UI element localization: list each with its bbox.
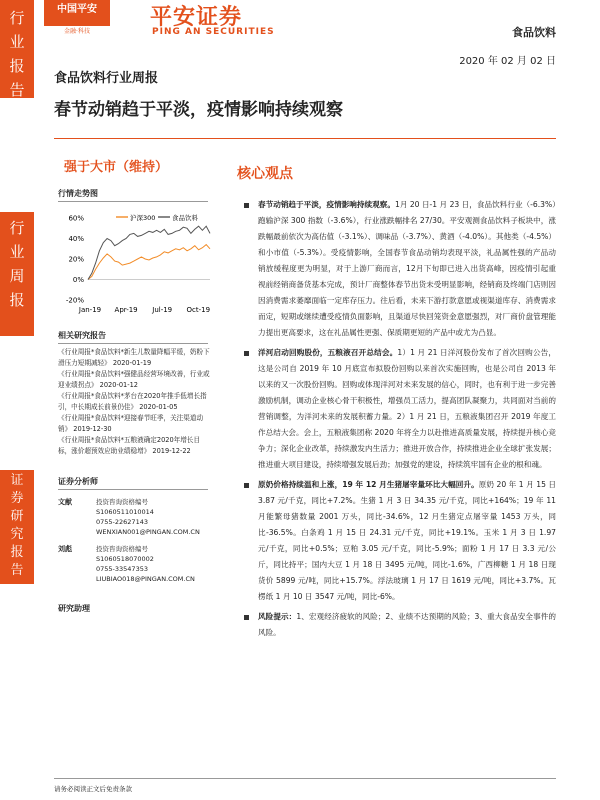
related-title: 相关研究报告 (58, 331, 106, 340)
analyst-name: 刘彪 (58, 545, 72, 553)
legend-label: 食品饮料 (172, 214, 198, 222)
analyst-email[interactable]: LIUBIAO018@PINGAN.COM.CN (96, 575, 195, 583)
sidebar-industry-weekly (0, 212, 34, 336)
rating: 强于大市（维持） (64, 160, 169, 175)
paragraph-lead: 洋河启动回购股份，五粮液召开总结会。 (258, 348, 398, 357)
core-paragraph (258, 477, 556, 605)
analyst-name: 文献 (58, 498, 72, 506)
logo-tagline: 金融·科技 (64, 28, 90, 35)
sidebar-char: 研 (10, 509, 24, 524)
footer-divider (54, 778, 556, 779)
bullet-icon (244, 351, 249, 356)
trend-chart (58, 206, 218, 324)
sidebar-char: 业 (9, 33, 25, 51)
y-tick-label: 0% (72, 276, 84, 284)
paragraph-text: 1）1 月 21 日洋河股份发布了首次回购公告，这是公司自 2019 年 10 月底宣布拟股份回购以来首次实施回购，也是公司自 2013 年以来的又一次股份回购。回购或体现洋河对未来发展的信心，同时，也有利于进一步完善激励机制，调动企业核心骨干积极性，增强员工活力，提高团队凝聚力，共同面对当前的营销调整，为洋河未来的发展积蓄力量。2）1 月 21 日，五粮液集团召开 2019 年度工作总结大会。会上，五粮液集团称 2020 年将全力以赴推进高质量发展，持续提升核心竞争力；深化企业改革，持续激发内生活力；推进开放合作，持续推进企业全球扩张发展；推进重大项目建设，持续增强发展后劲；加强党的建设，持续筑牢国有企业的根和魂。 (258, 348, 556, 469)
y-tick-label: 20% (68, 255, 84, 264)
analyst-license: S1060518070002 (96, 555, 154, 563)
paragraph-lead: 原奶价格持续温和上涨，19 年 12 月生猪屠宰量环比大幅回升。 (258, 480, 479, 489)
report-date: 2020 年 02 月 02 日 (459, 56, 556, 67)
y-tick-label: 60% (68, 214, 84, 223)
sidebar-industry-report (0, 0, 34, 98)
footer-disclaimer: 请务必阅读正文后免责条款 (54, 785, 132, 793)
analyst-phone: 0755-33547353 (96, 565, 148, 573)
sidebar-char: 行 (9, 9, 25, 27)
x-tick-label: Jan-19 (78, 306, 102, 314)
sidebar-char: 告 (10, 563, 24, 578)
report-headline: 春节动销趋于平淡，疫情影响持续观察 (54, 100, 343, 120)
bullet-icon (244, 483, 249, 488)
paragraph-text: 1月 20 日-1 月 23 日，食品饮料行业（-6.3%）跑输沪深 300 指数（-3.6%），行业涨跌幅排名 27/30。平安观测食品饮料子板块中，涨跌幅最前依次为高估值（-3.1%）、调味品（-3.7%）、黄酒（-4.0%）。其他类（-4.5%）和小市值（-5.3%）。受疫情影响，全国春节食品动销均表现平淡，礼品属性强的产品动销放缓程度更为明显，对于上游厂商而言，12月下旬即已进入出货高峰，因疫情引起重视前经销商备货基本完成，预计厂商整体春节出货未受明显影响，经销商及终端门店则因因消费需求萎靡面临一定库存压力。往后看，未来下游打款意愿或视渠道库存、消费需求而定，短期或继续遭受疫情负面影响，且渠道尽快回笼资金意愿强烈，对厂商价盘管理能力提出更高要求，这在礼品属性更强、保质期更短的产品中或尤为凸显。 (258, 200, 557, 337)
analyst-title: 证券分析师 (58, 477, 98, 486)
core-paragraph (258, 197, 556, 341)
report-type: 食品饮料行业周报 (54, 71, 159, 86)
analyst-qual-label: 投资咨询资格编号 (96, 498, 148, 506)
related-divider (58, 343, 208, 344)
sidebar-char: 行 (9, 219, 25, 237)
brand-name-en: PING AN SECURITIES (152, 27, 275, 37)
legend-label: 沪深300 (130, 214, 156, 222)
series-line (88, 226, 210, 279)
related-item[interactable]: 《行业周报*食品饮料*茅台在2020年推手低增长指引，中长期成长前景仍佳》 2020-01-05 (58, 392, 207, 411)
header-divider (54, 138, 556, 139)
sidebar-char: 报 (9, 291, 25, 309)
industry-category: 食品饮料 (512, 26, 556, 39)
analyst-card (58, 544, 218, 588)
analyst-email[interactable]: WENXIAN001@PINGAN.COM.CN (96, 528, 200, 536)
series-line (88, 245, 210, 280)
sidebar-char: 报 (9, 57, 25, 75)
y-tick-label: 40% (68, 235, 84, 243)
sidebar-char: 券 (10, 491, 24, 506)
trend-divider (58, 201, 208, 202)
sidebar-securities-research (0, 470, 34, 584)
related-item[interactable]: 《行业周报*食品饮料*新生儿数量降幅平缓，奶粉下滑压力短期减轻》 2020-01-19 (58, 348, 210, 367)
paragraph-lead: 风险提示： (258, 612, 297, 621)
related-list (58, 347, 210, 457)
paragraph-lead: 春节动销趋于平淡，疫情影响持续观察。 (258, 200, 395, 209)
paragraph-text: 原奶 20 年 1 月 15 日 3.87 元/千克，同比+7.2%。生猪 1 月 3 日 34.35 元/千克，同比+164%；19 年 11 月能繁母猪数量 2001 万头，同比-34.6%，12 月生猪定点屠宰量 1453 万头，同比-36.5%。白条鸡 1 月 15 日 24.31 元/千克，同比+19.1%。玉米 1 月 3 日 1.97 元/千克，同比+0.5%；豆粕 3.05 元/千克，同比-5.9%；面粉 1 月 17 日 3.3 元/公斤，同比持平；国内大豆 1 月 18 日 3495 元/吨，同比-1.6%，广西柳糖 1 月 18 日现货价 5899 元/吨，同比+15.7%。浮法玻璃 1 月 17 日 1619 元/吨，同比+3.7%。瓦楞纸 1 月 10 日 3547 元/吨，同比-6%。 (258, 480, 556, 601)
analyst-card (58, 497, 218, 541)
bullet-icon (244, 203, 249, 208)
x-tick-label: Jul-19 (152, 306, 173, 314)
sidebar-char: 证 (10, 473, 24, 488)
core-view-body (258, 197, 556, 645)
sidebar-char: 业 (9, 243, 25, 261)
sidebar-char: 究 (10, 527, 24, 542)
sidebar-char: 告 (9, 81, 25, 99)
core-paragraph (258, 345, 556, 473)
bullet-icon (244, 615, 249, 620)
core-paragraph (258, 609, 556, 641)
sidebar-char: 报 (10, 545, 24, 560)
related-item[interactable]: 《行业周报*食品饮料*迎接春节旺季，关注渠道动销》 2019-12-30 (58, 414, 204, 433)
related-item[interactable]: 《行业周报*食品饮料*强健品经营环境改善，行业或迎业绩拐点》 2020-01-12 (58, 370, 210, 389)
pingan-logo: 中国平安 (44, 0, 110, 26)
sidebar-char: 周 (9, 267, 25, 285)
y-tick-label: -20% (65, 296, 84, 305)
analyst-license: S1060511010014 (96, 508, 154, 516)
analyst-divider (58, 489, 208, 490)
analyst-qual-label: 投资咨询资格编号 (96, 545, 148, 553)
analyst-phone: 0755-22627143 (96, 518, 148, 526)
trend-title: 行情走势图 (58, 189, 98, 198)
assistant-title: 研究助理 (58, 604, 90, 613)
paragraph-text: 1、宏观经济疲软的风险；2、业绩不达预期的风险；3、重大食品安全事件的风险。 (258, 612, 556, 637)
x-tick-label: Oct-19 (186, 306, 211, 314)
related-item[interactable]: 《行业周报*食品饮料*五粮液确定2020年增长目标，涨价超预效应助业绩稳增》 2019-12-22 (58, 436, 201, 455)
core-view-title: 核心观点 (237, 166, 293, 182)
brand-name: 平安证券 (150, 5, 243, 30)
x-tick-label: Apr-19 (114, 306, 138, 314)
